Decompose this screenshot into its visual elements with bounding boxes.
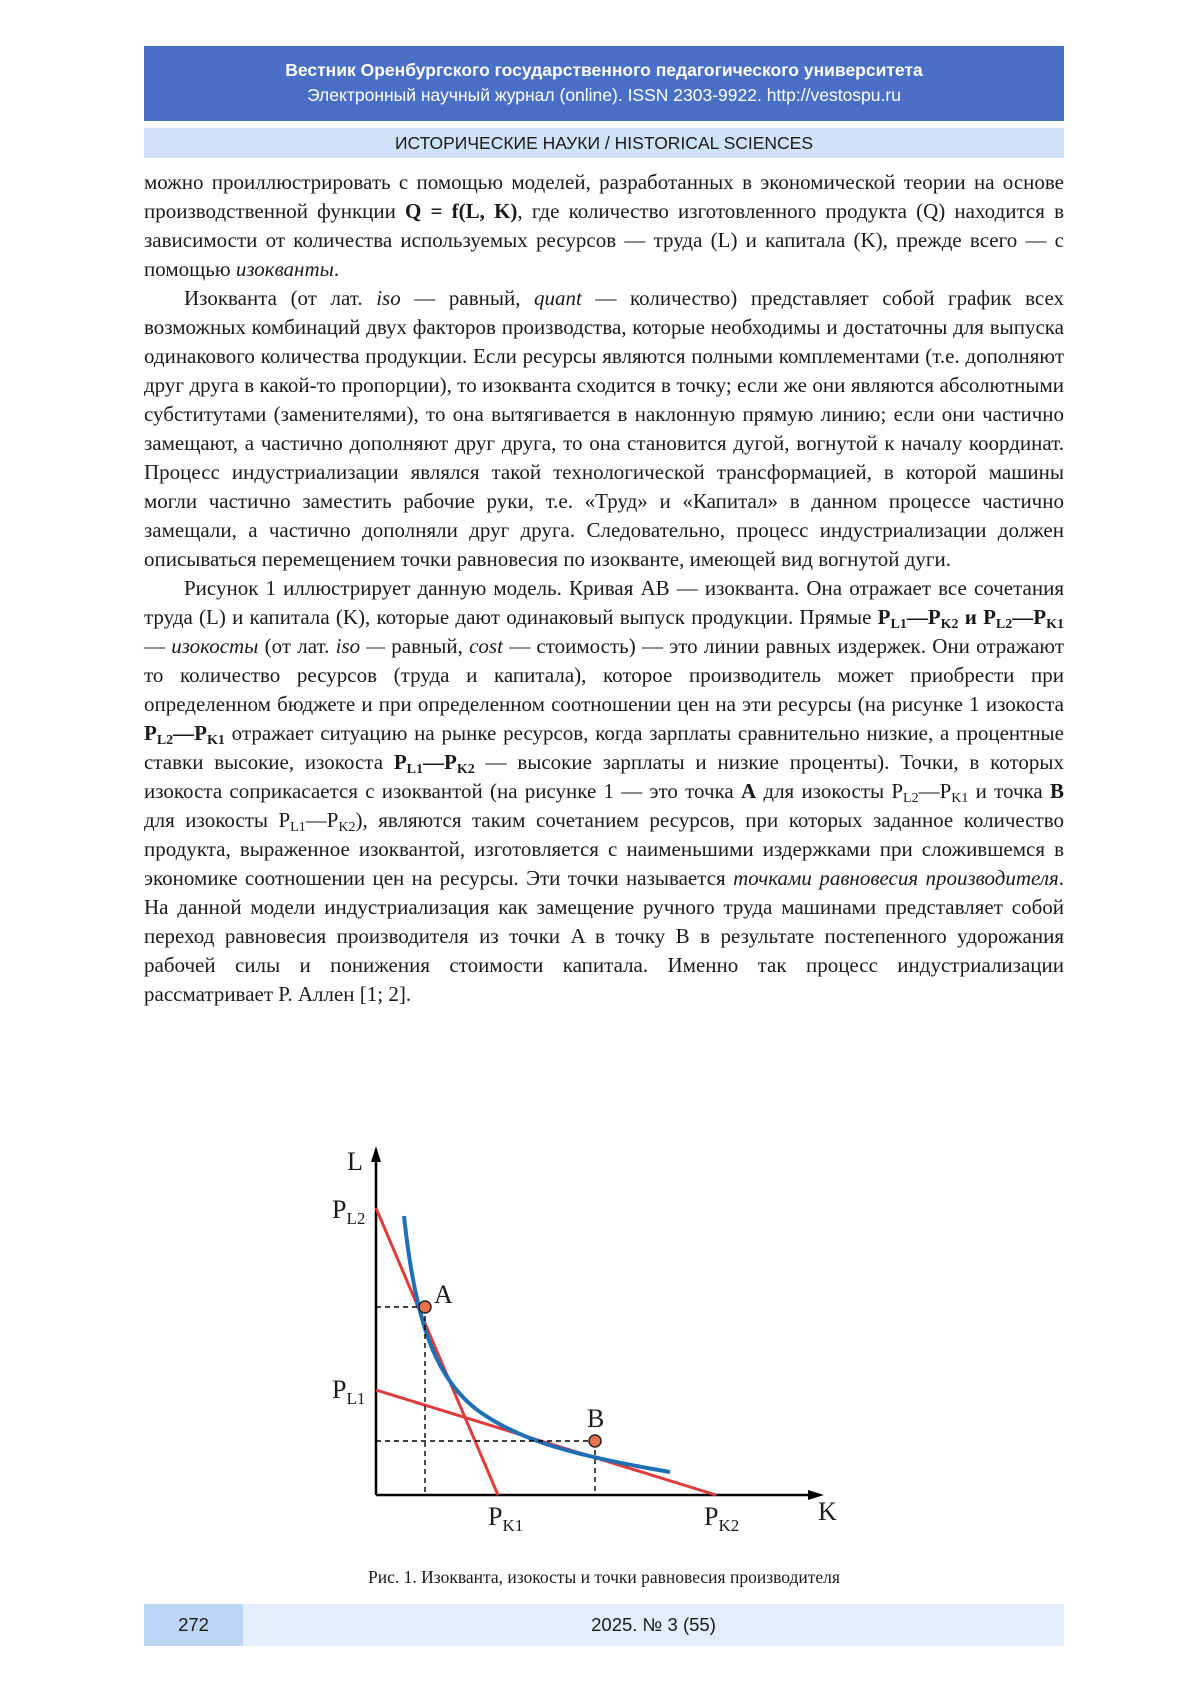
paragraph-3: Рисунок 1 иллюстрирует данную модель. Кривая AB — изокванта. Она отражает все сочетания труда (L) и капитала (K), которые дают одинаковый выпуск продукции. Прямые $P_{L1}—P_{K2}$ и $P_{L2}—P_{K1}$ — изокосты (от лат. iso — равный, cost — стоимость) — это линии равных издержек. Они отражают то количество ресурсов (труда и капитала), которое производитель может приобрести при определенном бюджете и при определенном соотношении цен на эти ресурсы (на рисунке 1 изокоста $P_{L2}—P_{K1}$ отражает ситуацию на рынке ресурсов, когда зарплаты сравнительно низкие, а процентные ставки высокие, изокоста $P_{L1}—P_{K2}$ — высокие зарплаты и низкие проценты). Точки, в которых изокоста соприкасается с изоквантой (на рисунке 1 — это точка A для изокосты $P_{L2}—P_{K1}$ и точка B для изокосты $P_{L1}—P_{K2}$), являются таким сочетанием ресурсов, при которых заданное количество продукта, выраженное изоквантой, изготовляется с наименьшими издержками при сложившемся в экономике соотношении цен на ресурсы. Эти точки называется точками равновесия производителя. На данной модели индустриализация как замещение ручного труда машинами представляет собой переход равновесия производителя из точки A в точку B в результате постепенного удорожания рабочей силы и понижения стоимости капитала. Именно так процесс индустриализации рассматривает Р. Аллен [1; 2].	[144, 576, 1065, 1006]
y-axis-arrow	[371, 1146, 381, 1162]
point-a-label: A	[434, 1280, 453, 1309]
figure-caption: Рис. 1. Изокванта, изокосты и точки равновесия производителя	[368, 1567, 840, 1587]
page-footer	[144, 1604, 1064, 1646]
journal-header	[144, 46, 1064, 121]
page-number: 272	[144, 1604, 243, 1646]
label-pk1: $P_{K1}$	[488, 1502, 524, 1535]
paragraph-2: Изокванта (от лат. iso — равный, quant — количество) представляет собой график всех возможных комбинаций двух факторов производства, которые необходимы и достаточны для выпуска одинакового количества продукции. Если ресурсы являются полными комплементами (т.е. дополняют друг друга в какой-то пропорции), то изокванта сходится в точку; если же они являются абсолютными субститутами (заменителями), то она вытягивается в наклонную прямую линию; если они частично замещают, а частично дополняют друг друга, то она становится дугой, вогнутой к началу координат. Процесс индустриализации являлся такой технологической трансформацией, в которой машины могли частично заместить рабочие руки, т.е. «Труд» и «Капитал» в данном процессе частично замещали, а частично дополняли друг друга. Следовательно, процесс индустриализации должен описываться перемещением точки равновесия по изокванте, имеющей вид вогнутой дуги.	[144, 286, 1065, 571]
article-body	[144, 168, 1064, 1009]
journal-title: Вестник Оренбургского государственного педагогического университета	[285, 60, 923, 80]
point-b-marker	[589, 1435, 601, 1447]
isoquant-ab	[404, 1216, 670, 1472]
point-b-label: B	[587, 1404, 605, 1433]
journal-subtitle: Электронный научный журнал (online). ISSN 2303-9922. http://vestospu.ru	[307, 85, 901, 105]
paragraph-1: можно проиллюстрировать с помощью моделей, разработанных в экономической теории на основе производственной функции Q = f(L, K), где количество изготовленного продукта (Q) находится в зависимости от количества используемых ресурсов — труда (L) и капитала (K), прежде всего — с помощью изокванты.	[144, 170, 1064, 281]
section-title: ИСТОРИЧЕСКИЕ НАУКИ / HISTORICAL SCIENCES	[144, 128, 1064, 158]
point-a-marker	[419, 1301, 431, 1313]
label-pl1: $P_{L1}$	[332, 1375, 366, 1408]
x-axis-label: K	[818, 1497, 837, 1526]
y-axis-label: L	[347, 1147, 363, 1176]
isocost-pl2-pk1	[376, 1208, 498, 1495]
label-pl2: $P_{L2}$	[332, 1195, 366, 1228]
label-pk2: $P_{K2}$	[704, 1502, 740, 1535]
isoquant-chart	[320, 1140, 880, 1560]
issue-info: 2025. № 3 (55)	[591, 1614, 716, 1635]
figure-1	[320, 1140, 880, 1560]
